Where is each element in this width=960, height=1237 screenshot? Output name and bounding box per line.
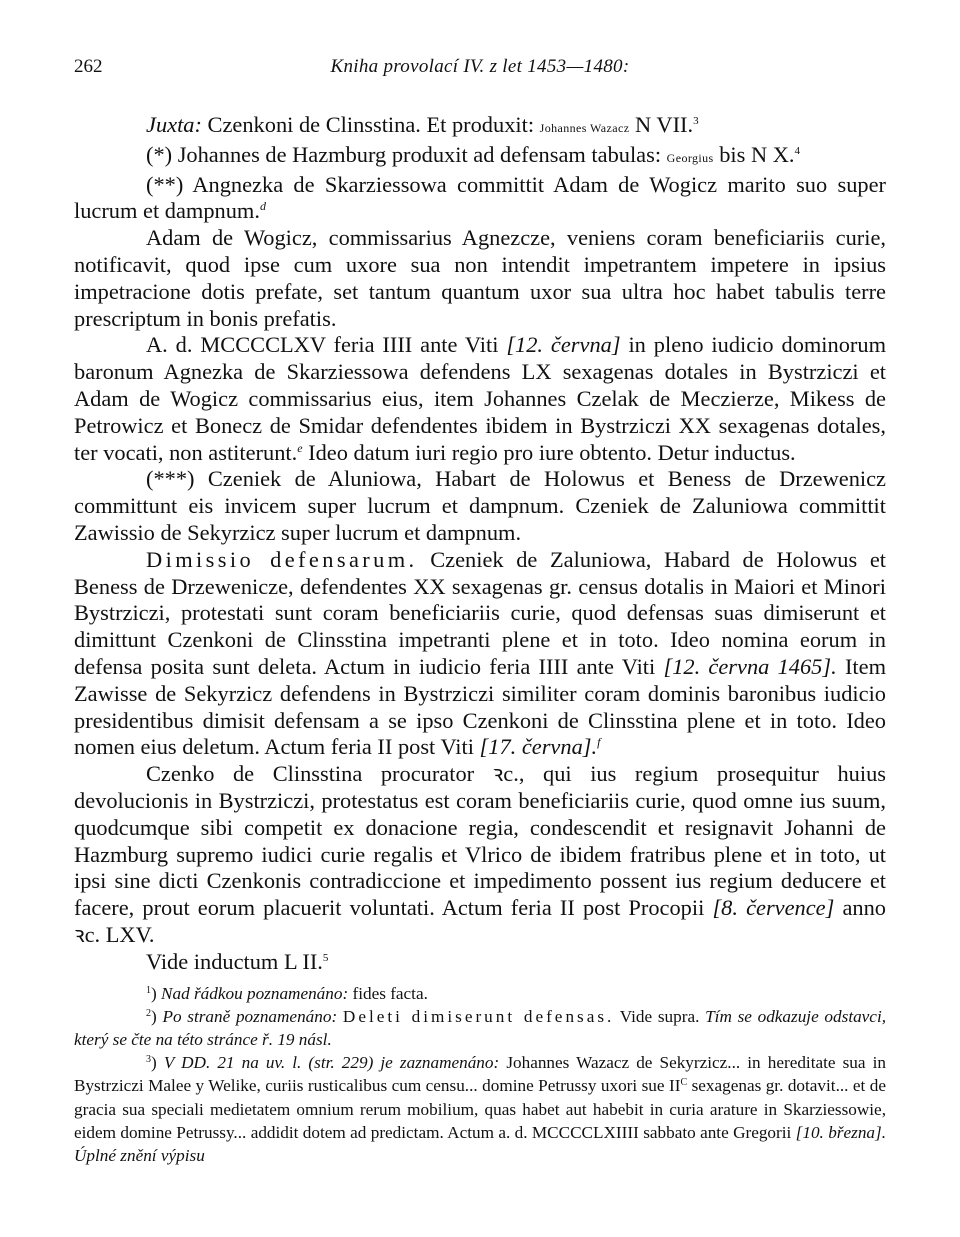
paragraph-adam [74, 225, 886, 332]
textual-note-mark: e [297, 440, 303, 455]
footnote-italic: Nad řádkou poznamenáno: [161, 983, 349, 1003]
textual-note-mark: d [259, 199, 266, 214]
editorial-date: [12. června 1465]. [663, 653, 837, 679]
small-caps-name: Johannes Wazacz [539, 121, 630, 135]
paragraph-text: Vide inductum L II. [146, 948, 323, 974]
paragraph-dimissio [74, 547, 886, 761]
footnote-number: 2 [146, 1007, 151, 1019]
footnote-ref: 3 [693, 115, 699, 127]
spaced-heading: Dimissio defensarum. [146, 546, 418, 572]
paragraph-text: Ideo datum iuri regio pro iure obtento. Detur inductus. [302, 439, 796, 465]
footnote-italic: Tím se odkazuje odstavci, který se čte na této stránce ř. 19 násl. [74, 1006, 887, 1049]
paragraph-1465-june-12 [74, 332, 886, 466]
paragraph-text: Item Zawisse de Sekyrzicz defendens in Bystrziczi similiter coram dominis baronibus iudicio presidentibus dimisit defensam a se ipso Czenkoni de Clinsstina plene et in toto. Ideo nomen eius deletum. Actum feria II post Viti [74, 653, 886, 760]
page-number: 262 [74, 56, 103, 77]
footnote-text: fides facta. [348, 983, 428, 1003]
running-title: Kniha provolací IV. z let 1453—1480: [330, 56, 630, 77]
paragraph-text: Czenkoni de Clinsstina. Et produxit: [201, 112, 540, 137]
footnote-spaced: Deleti dimiserunt defensas. [342, 1006, 615, 1026]
paragraph-text: bis N X. [713, 141, 795, 167]
footnotes [74, 982, 886, 1168]
paragraph-text: A. d. MCCCCLXV feria IIII ante Viti [146, 332, 507, 358]
footnote-ref: 4 [794, 144, 801, 157]
paragraph-text: anno ꝛc. LXV. [74, 895, 887, 947]
editorial-date: [8. července] [712, 895, 835, 921]
paragraph-text: N VII. [629, 112, 694, 137]
paragraph-text: (***) Czeniek de Aluniowa, Habart de Holowus et Beness de Drzewenicz committunt eis invicem super lucrum et dampnum. Czeniek de Zaluniowa committit Zawissio de Sekyrzicz super lucrum et dampnum. [74, 466, 886, 545]
footnote-text: Vide supra. [614, 1006, 706, 1026]
paragraph-angnezka [74, 172, 886, 226]
page-header [74, 56, 886, 86]
paragraph-text: (**) Angnezka de Skarziessowa committit Adam de Wogicz marito suo super lucrum et dampnum. [74, 171, 886, 224]
footnote-text: sexagenas gr. dotavit... et de gracia sua speciali medietatem omnium rerum mobilium, quas habet aut habebit in curia arature in Skarziessowie, eidem domine Petrussy... addidit dotem ad predictam. Actum a. d. MCCCCLXIIII sabbato ante Gregorii [74, 1076, 887, 1142]
paragraph-text: (*) Johannes de Hazmburg produxit ad defensam tabulas: [146, 141, 667, 167]
footnote-italic: [10. března]. Úplné znění výpisu [74, 1122, 886, 1165]
editorial-date: [12. června] [506, 332, 621, 358]
small-caps-name: Georgius [666, 150, 714, 165]
footnote-italic: V DD. 21 na uv. l. (str. 229) je zaznamenáno: [163, 1053, 500, 1073]
paragraph-text: Czeniek de Zaluniowa, Habard de Holowus et Beness de Drzewenicze, defendentes XX sexagenas gr. census dotalis in Maiori et Minori Bystrziczi, protestati sunt coram beneficiariis curie, quod defensas suas dimiserunt et dimittunt Czenkoni de Clinsstina impetranti plene et in toto. Ideo nomina eorum in defensa posita sunt deleta. Actum in iudicio feria IIII ante Viti [74, 546, 886, 679]
paragraph-text: in pleno iudicio dominorum baronum Agnezka de Skarziessowa defendens LX sexagenas dotales in Bystrziczi et Adam de Wogicz commissarius eius, item Johannes Czelak de Meczierze, Mikess de Petrowicz et Bonecz de Smidar defendentes ibidem in Bystrziczi XX sexagenas dotales, ter vocati, non astiterunt. [74, 332, 886, 465]
juxta-label: Juxta: [146, 112, 202, 137]
footnote-italic: Po straně poznamenáno: [162, 1006, 338, 1026]
document-page [74, 56, 886, 1167]
footnote-number: 3 [146, 1054, 151, 1066]
paragraph-czenko [74, 761, 886, 949]
paragraph-text: Czenko de Clinsstina procurator ꝛc., qui ius regium prosequitur huius devolucionis in Bystrziczi, protestatus est coram beneficiariis curie, quod omne ius suum, quodcumque sibi competit ex donacione regia, condescendit et resignavit Johanni de Hazmburg supremo iudici curie regalis et Vlrico de ibidem fratribus plene et in toto, ut ipsi sine dicti Czenkonis contradiccione et impedimento possent ius regium deducere et facere, prout eorum placuerit voluntati. Actum feria II post Procopii [74, 761, 886, 921]
paragraph-hazmburg [74, 142, 886, 172]
paragraph-czeniek [74, 466, 886, 546]
footnote-1: $^1$) Nad řádkou poznamenáno: fides facta. [146, 983, 428, 1003]
editorial-date: [17. června]. [479, 734, 598, 760]
footnote-ref: 5 [322, 951, 329, 964]
superscript: C [680, 1077, 688, 1089]
paragraph-vide [74, 949, 886, 976]
footnote-3: $^3$) V DD. 21 na uv. l. (str. 229) je zaznamenáno: Johannes Wazacz de Sekyrzicz... in hereditate sua in Bystrziczi Malee y Welike, curiis rusticalibus cum censu... domine Petrussy uxori sue $II^C$ sexagenas gr. dotavit... et de gracia sua speciali medietatem omnium rerum mobilium, quas habet aut habebit in curia arature in Skarziessowie, eidem domine Petrussy... addidit dotem ad predictam. Actum a. d. MCCCCLXIIII sabbato ante Gregorii [10. března]. Úplné znění výpisu [74, 1053, 887, 1165]
footnote-text: Johannes Wazacz de Sekyrzicz... in hereditate sua in Bystrziczi Malee y Welike, curiis rusticalibus cum censu... domine Petrussy uxori sue II [74, 1053, 886, 1096]
paragraph-text: Adam de Wogicz, commissarius Agnezcze, veniens coram beneficiariis curie, notificavit, quod ipse cum uxore sua non intendit impetrantem impetere in ipsius impetracione dotis prefate, set tantum quantum uxor sua ultra hoc habet tabulis terre prescriptum in bonis prefatis. [74, 225, 886, 331]
textual-note-mark: f [597, 735, 601, 750]
paragraph-juxta [74, 112, 886, 142]
footnote-number: 1 [146, 984, 151, 996]
footnote-2: $^2$) Po straně poznamenáno: Deleti dimiserunt defensas. Vide supra. Tím se odkazuje odstavci, který se čte na této stránce ř. 19 násl. [74, 1006, 887, 1049]
main-text [74, 112, 886, 976]
